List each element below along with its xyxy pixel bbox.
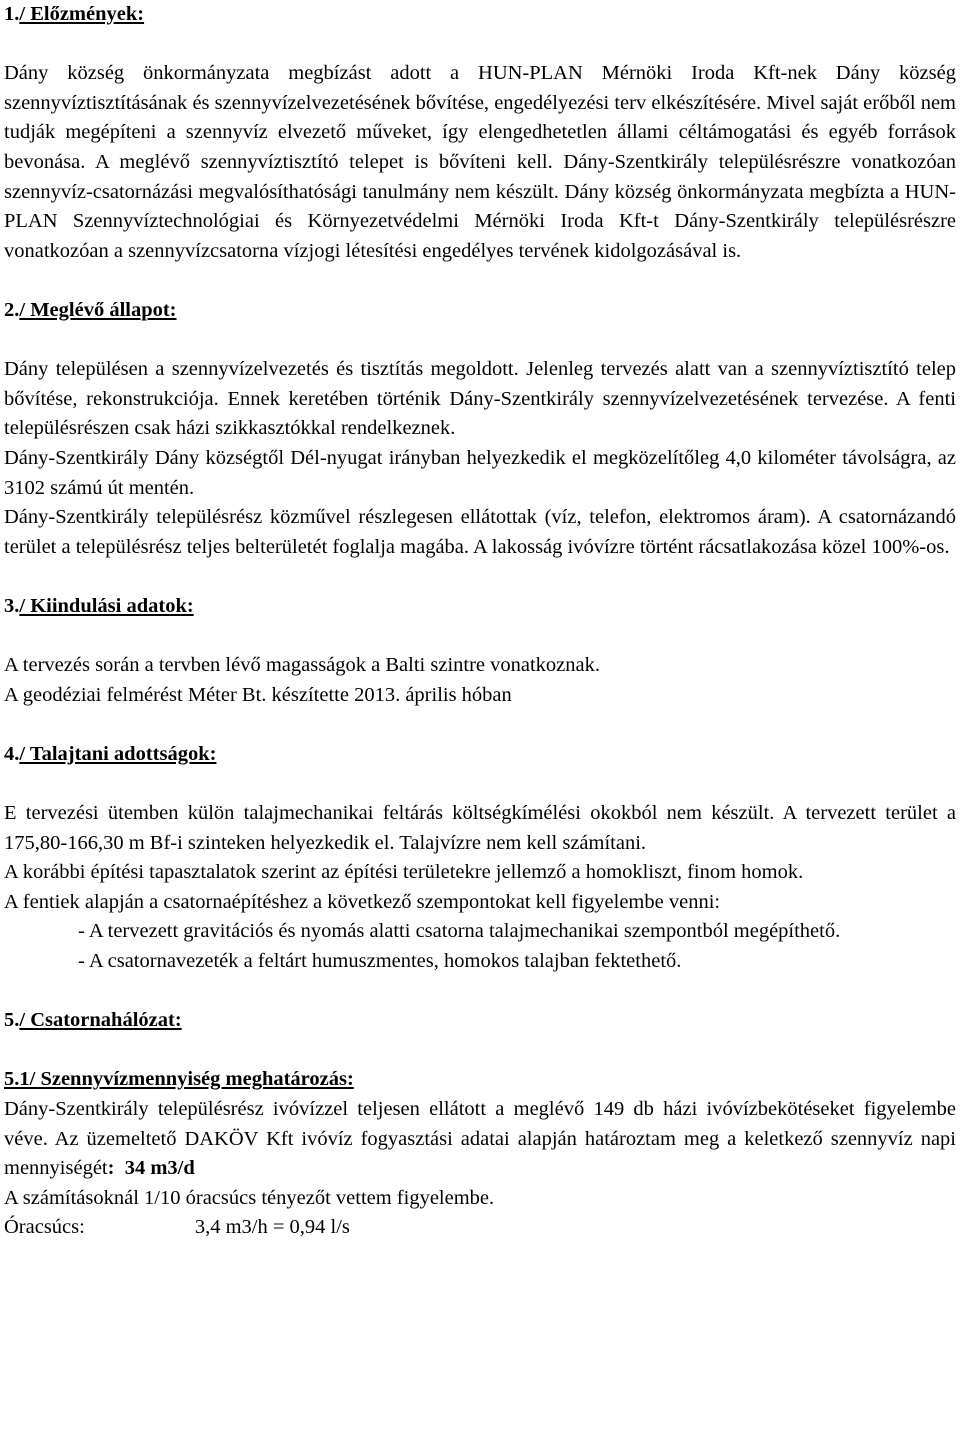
section-5-1-paragraph-2: A számításoknál 1/10 óracsúcs tényezőt vettem figyelembe. bbox=[4, 1186, 495, 1209]
document-page bbox=[4, 0, 956, 1243]
section-4-title: / Talajtani adottságok: bbox=[19, 742, 217, 765]
section-4-paragraph-1: E tervezési ütemben külön talajmechanikai feltárás költségkímélési okokból nem készült. A tervezett terület a 175,80-166,30 m Bf-i szinteken helyezkedik el. Talajvízre nem kell számítani. bbox=[4, 802, 956, 854]
section-1-heading bbox=[4, 0, 956, 30]
section-5-1-heading bbox=[4, 1065, 956, 1095]
peak-hour-label: Óracsúcs: bbox=[4, 1216, 85, 1239]
section-3-title: / Kiindulási adatok: bbox=[19, 594, 194, 617]
section-5-1-paragraph-1-text: Dány-Szentkirály településrész ivóvízzel teljesen ellátott a meglévő 149 db házi ivóvízbekötéseket figyelembe véve. Az üzemeltető DAKÖV Kft ivóvíz fogyasztási adatai alapján határoztam meg a keletkező szennyvíz napi mennyiségét bbox=[4, 1097, 956, 1180]
section-3-paragraph-2: A geodéziai felmérést Méter Bt. készítette 2013. április hóban bbox=[4, 683, 512, 706]
section-4-paragraph-2: A korábbi építési tapasztalatok szerint az építési területekre jellemző a homokliszt, finom homok. bbox=[4, 861, 804, 884]
section-3-number: 3. bbox=[4, 594, 20, 617]
section-3-paragraph-1: A tervezés során a tervben lévő magasságok a Balti szintre vonatkoznak. bbox=[4, 654, 601, 677]
section-5-title: / Csatornahálózat: bbox=[19, 1009, 182, 1032]
section-1-paragraph: Dány község önkormányzata megbízást adott a HUN-PLAN Mérnöki Iroda Kft-nek Dány község szennyvíztisztításának és szennyvízelvezetésének bővítése, engedélyezési terv elkészítésére. Mivel saját erőből nem tudják megépíteni a szennyvíz elvezető műveket, így elengedhetetlen állami céltámogatási és egyéb források bevonása. A meglévő szennyvíztisztító telepet is bővíteni kell. Dány-Szentkirály településrészre vonatkozóan szennyvíz-csatornázási megvalósíthatósági tanulmány nem készült. Dány község önkormányzata megbízta a HUN-PLAN Szennyvíztechnológiai és Környezetvédelmi Mérnöki Iroda Kft-t Dány-Szentkirály településrészre vonatkozóan a szennyvízcsatorna vízjogi létesítési engedélyes tervének kidolgozásával is. bbox=[4, 62, 956, 262]
section-1-number: 1. bbox=[4, 3, 20, 25]
section-5-1-title: 5.1/ Szennyvízmennyiség meghatározás: bbox=[4, 1068, 354, 1091]
section-4-bullet-1: - A tervezett gravitációs és nyomás alatti csatorna talajmechanikai szempontból megépíthető. bbox=[78, 920, 841, 943]
section-2-paragraph-3: Dány-Szentkirály településrész közművel részlegesen ellátottak (víz, telefon, elektromos áram). A csatornázandó terület a településrész teljes belterületét foglalja magába. A lakosság ivóvízre történt rácsatlakozása közel 100%-os. bbox=[4, 506, 956, 558]
section-5-heading bbox=[4, 1006, 956, 1036]
section-2-paragraph-1: Dány településen a szennyvízelvezetés és tisztítás megoldott. Jelenleg tervezés alatt van a szennyvíztisztító telep bővítése, rekonstrukciója. Ennek keretében történik Dány-Szentkirály szennyvízelvezetésének tervezése. A fenti településrészen csak házi szikkasztókkal rendelkeznek. bbox=[4, 358, 956, 440]
peak-hour-row bbox=[4, 1213, 956, 1243]
section-2-paragraph-2: Dány-Szentkirály Dány községtől Dél-nyugat irányban helyezkedik el megközelítőleg 4,0 kilométer távolságra, az 3102 számú út mentén. bbox=[4, 446, 956, 499]
section-5-1-colon: : bbox=[107, 1157, 115, 1180]
section-2-number: 2. bbox=[4, 298, 20, 321]
section-1-title: / Előzmények: bbox=[19, 3, 145, 25]
section-2-heading bbox=[4, 296, 956, 326]
section-4-heading bbox=[4, 740, 956, 770]
section-5-number: 5. bbox=[4, 1009, 20, 1032]
daily-sewage-volume: 34 m3/d bbox=[124, 1157, 195, 1180]
section-4-paragraph-3: A fentiek alapján a csatornaépítéshez a következő szempontokat kell figyelembe venni: bbox=[4, 890, 721, 913]
peak-hour-value: 3,4 m3/h = 0,94 l/s bbox=[194, 1216, 350, 1239]
section-2-title: / Meglévő állapot: bbox=[19, 298, 177, 321]
section-4-bullet-2: - A csatornavezeték a feltárt humuszmentes, homokos talajban fektethető. bbox=[78, 950, 682, 972]
section-4-number: 4. bbox=[4, 742, 20, 765]
section-3-heading bbox=[4, 592, 956, 622]
section-5-1-paragraph-1 bbox=[4, 1095, 956, 1184]
